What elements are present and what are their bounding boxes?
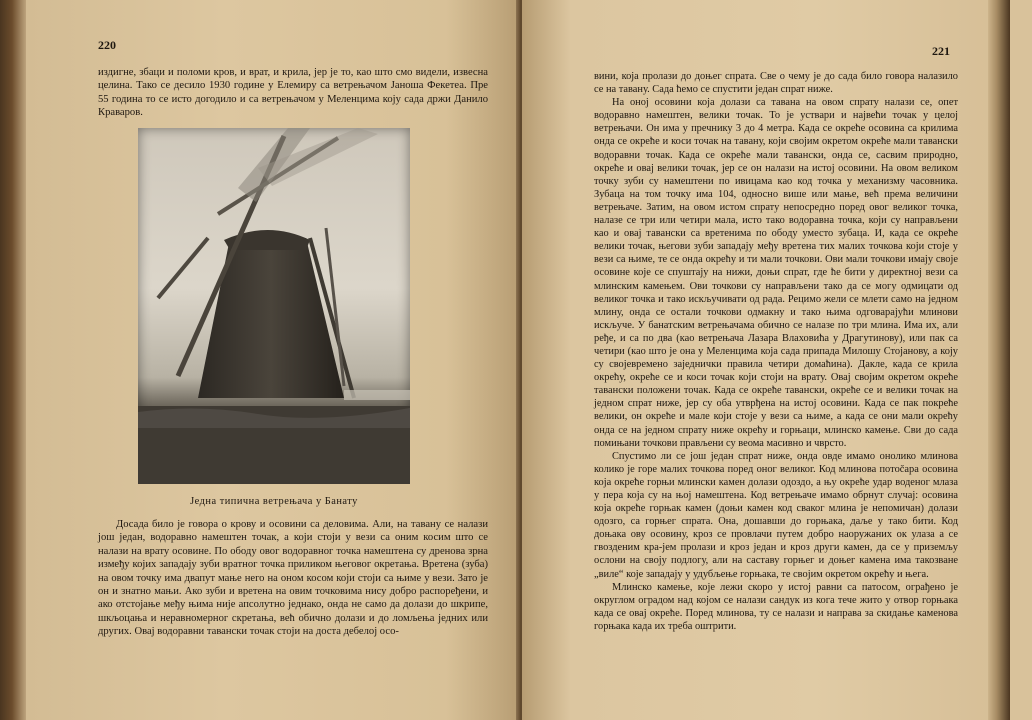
photo-caption: Једна типична ветрењача у Банату xyxy=(190,496,358,507)
page-edge xyxy=(988,0,1010,720)
right-paragraph-2: На оној осовини која долази са тавана на овом спрату налази се, опет водоравно намештен, велики точак. То је уствари и највећи точак у целој ветрењачи. Он има у пречнику 3 до 4 метра. Када се окреће осовина са крилима онда се окреће и коси точак на тавану, који својим окретом окреће мали тавански водоравни точак. Када се окреће мали тавански, онда се, сасвим природно, окреће и овај велики точак, јер се он налази на истој осовини. На овом великом точку зуби су намештени по ивицама као код точка у механизму часовника. Зубаца на том точку има 104, односно више или мање, већ према величини ветрењаче. Затим, на овом истом спрату непосредно поред овог великог точка, налазе се три или четири мала, исто тако водоравна точка, који су направљени као и овај тавански са вретенима по ободу уместо зубаца. И, када се окреће велики точак, његови зуби западају међу вретена тих малих точкова који стоје у вези са њиме, те се онда окрећу и ти мали точкови. Ови мали точкови имају своје осовине које се спуштају на нижи, доњи спрат, где ће бити у директној вези са млинским камењем. Ови точкови су направљени тако да се могу одмицати од великог точка и тако искључивати од рада. Рецимо жели се млети само на једном млину, онда се остали точкови одмакну и тако њима одговарајући млинови искључе. У банатским ветрењачама обично се налазе по три млина. Има их, али ређе, и са по два (као ветрењача Лазара Влаховића у Драгутинову), или пак са четири (као што је она у Меленцима која сада припада Милошу Стојанову, а коју су својевремено заједнички правила четири домаћина). Дакле, када се крила окрећу, окреће се и коси точак који стоји на врату. Овај својим окретом окреће тавански положени точак. Када се окреће тавански, окреће се и велики точак на једном спрат ниже, јер су оба утврђена на истој осовини. Када се пак покреће велики, он окреће и мале који стоје у вези са њиме, а када се они мали окрећу онда се на једном спрату ниже окрећу и горњаци, млинско камење. Сви до сада помињани точкови прављени су веома масивно и чврсто. xyxy=(594,97,958,449)
right-text-column xyxy=(594,70,958,633)
right-paragraph-3: Спустимо ли се још један спрат ниже, онда овде имамо онолико млинова колико је горе малих точкова поред оног великог. Код млинова потočара осовина која окреће горњи млински камен долази одоздо, а њу окреће удар воденог млаза у пера која су на њој намештена. Код ветрењаче имамо обрнут случај: осовина која окреће горњак камен (доњи камен код сваког млина је непомичан) долази одозго, са горњег спрата. Она, дошавши до горњака, даље у тако бити. Код доњака ову осовину, кроз се провлачи путем добро наоружаних ок улаза а се гвозденим кра-јем пролази и кроз један и кроз други камен, да се у приземљу ослони на своју подлогу, али на саставу горњег и доњег камена има такозване „виле“ које западају у удубљење горњака, те својим окретом окрећу и њега. xyxy=(594,450,958,580)
right-paragraph-1: вини, која пролази до доњег спрата. Све о чему је до сада било говора налазило се на тавану. Сада ћемо се спустити један спрат ниже. xyxy=(594,71,958,96)
left-top-paragraph: издигне, збаци и поломи кров, и врат, и крила, јер је то, као што смо видели, извесна целина. Тако се десило 1930 године у Елемиру са ветрењачом Јаноша Фекетеа. Пре 55 година то се исто догодило и са ветрењачом у Меленцима коју сада држи Данило Краваров. xyxy=(98,67,488,119)
left-bottom-paragraph: Досада било је говора о крову и осовини са деловима. Али, на тавану се налази још један, водоравно намештен точак, а који стоји у вези са оним косим што се налази на врату осовине. По ободу овог водоравног точка намештена су дренова зрна између којих западају зуби вратног точка приликом његовог окретања. Вретена (зуба) на овом точку има двапут мање него на оном косом који стоји са њиме у вези. Зато је он и знатно мањи. Ако зуби и вретена на овим точковима нису добро распоређени, и ако отстојање међу њима није апсолутно једнако, онда не само да долази до шкрипе, шкљоцања и неравномерног скретања, већ обично долази и до ломљења једних или других. Овај водоравни тавански точак стоји на доста дебелој осо- xyxy=(98,519,488,638)
right-page-number: 221 xyxy=(932,44,950,58)
right-paragraph-4: Млинско камење, које лежи скоро у истој равни са патосом, ограђено је округлом оградом над којом се налази сандук из кога тече жито у отвор горњака када се овај окреће. Поред млинова, ту се налази и направа за скидање каменова горњака када их треба оштрити. xyxy=(594,581,958,632)
windmill-photo xyxy=(138,128,410,484)
left-page-number: 220 xyxy=(98,38,116,52)
right-page xyxy=(522,0,1010,720)
left-page xyxy=(26,0,520,720)
windmill-illustration xyxy=(138,128,410,484)
